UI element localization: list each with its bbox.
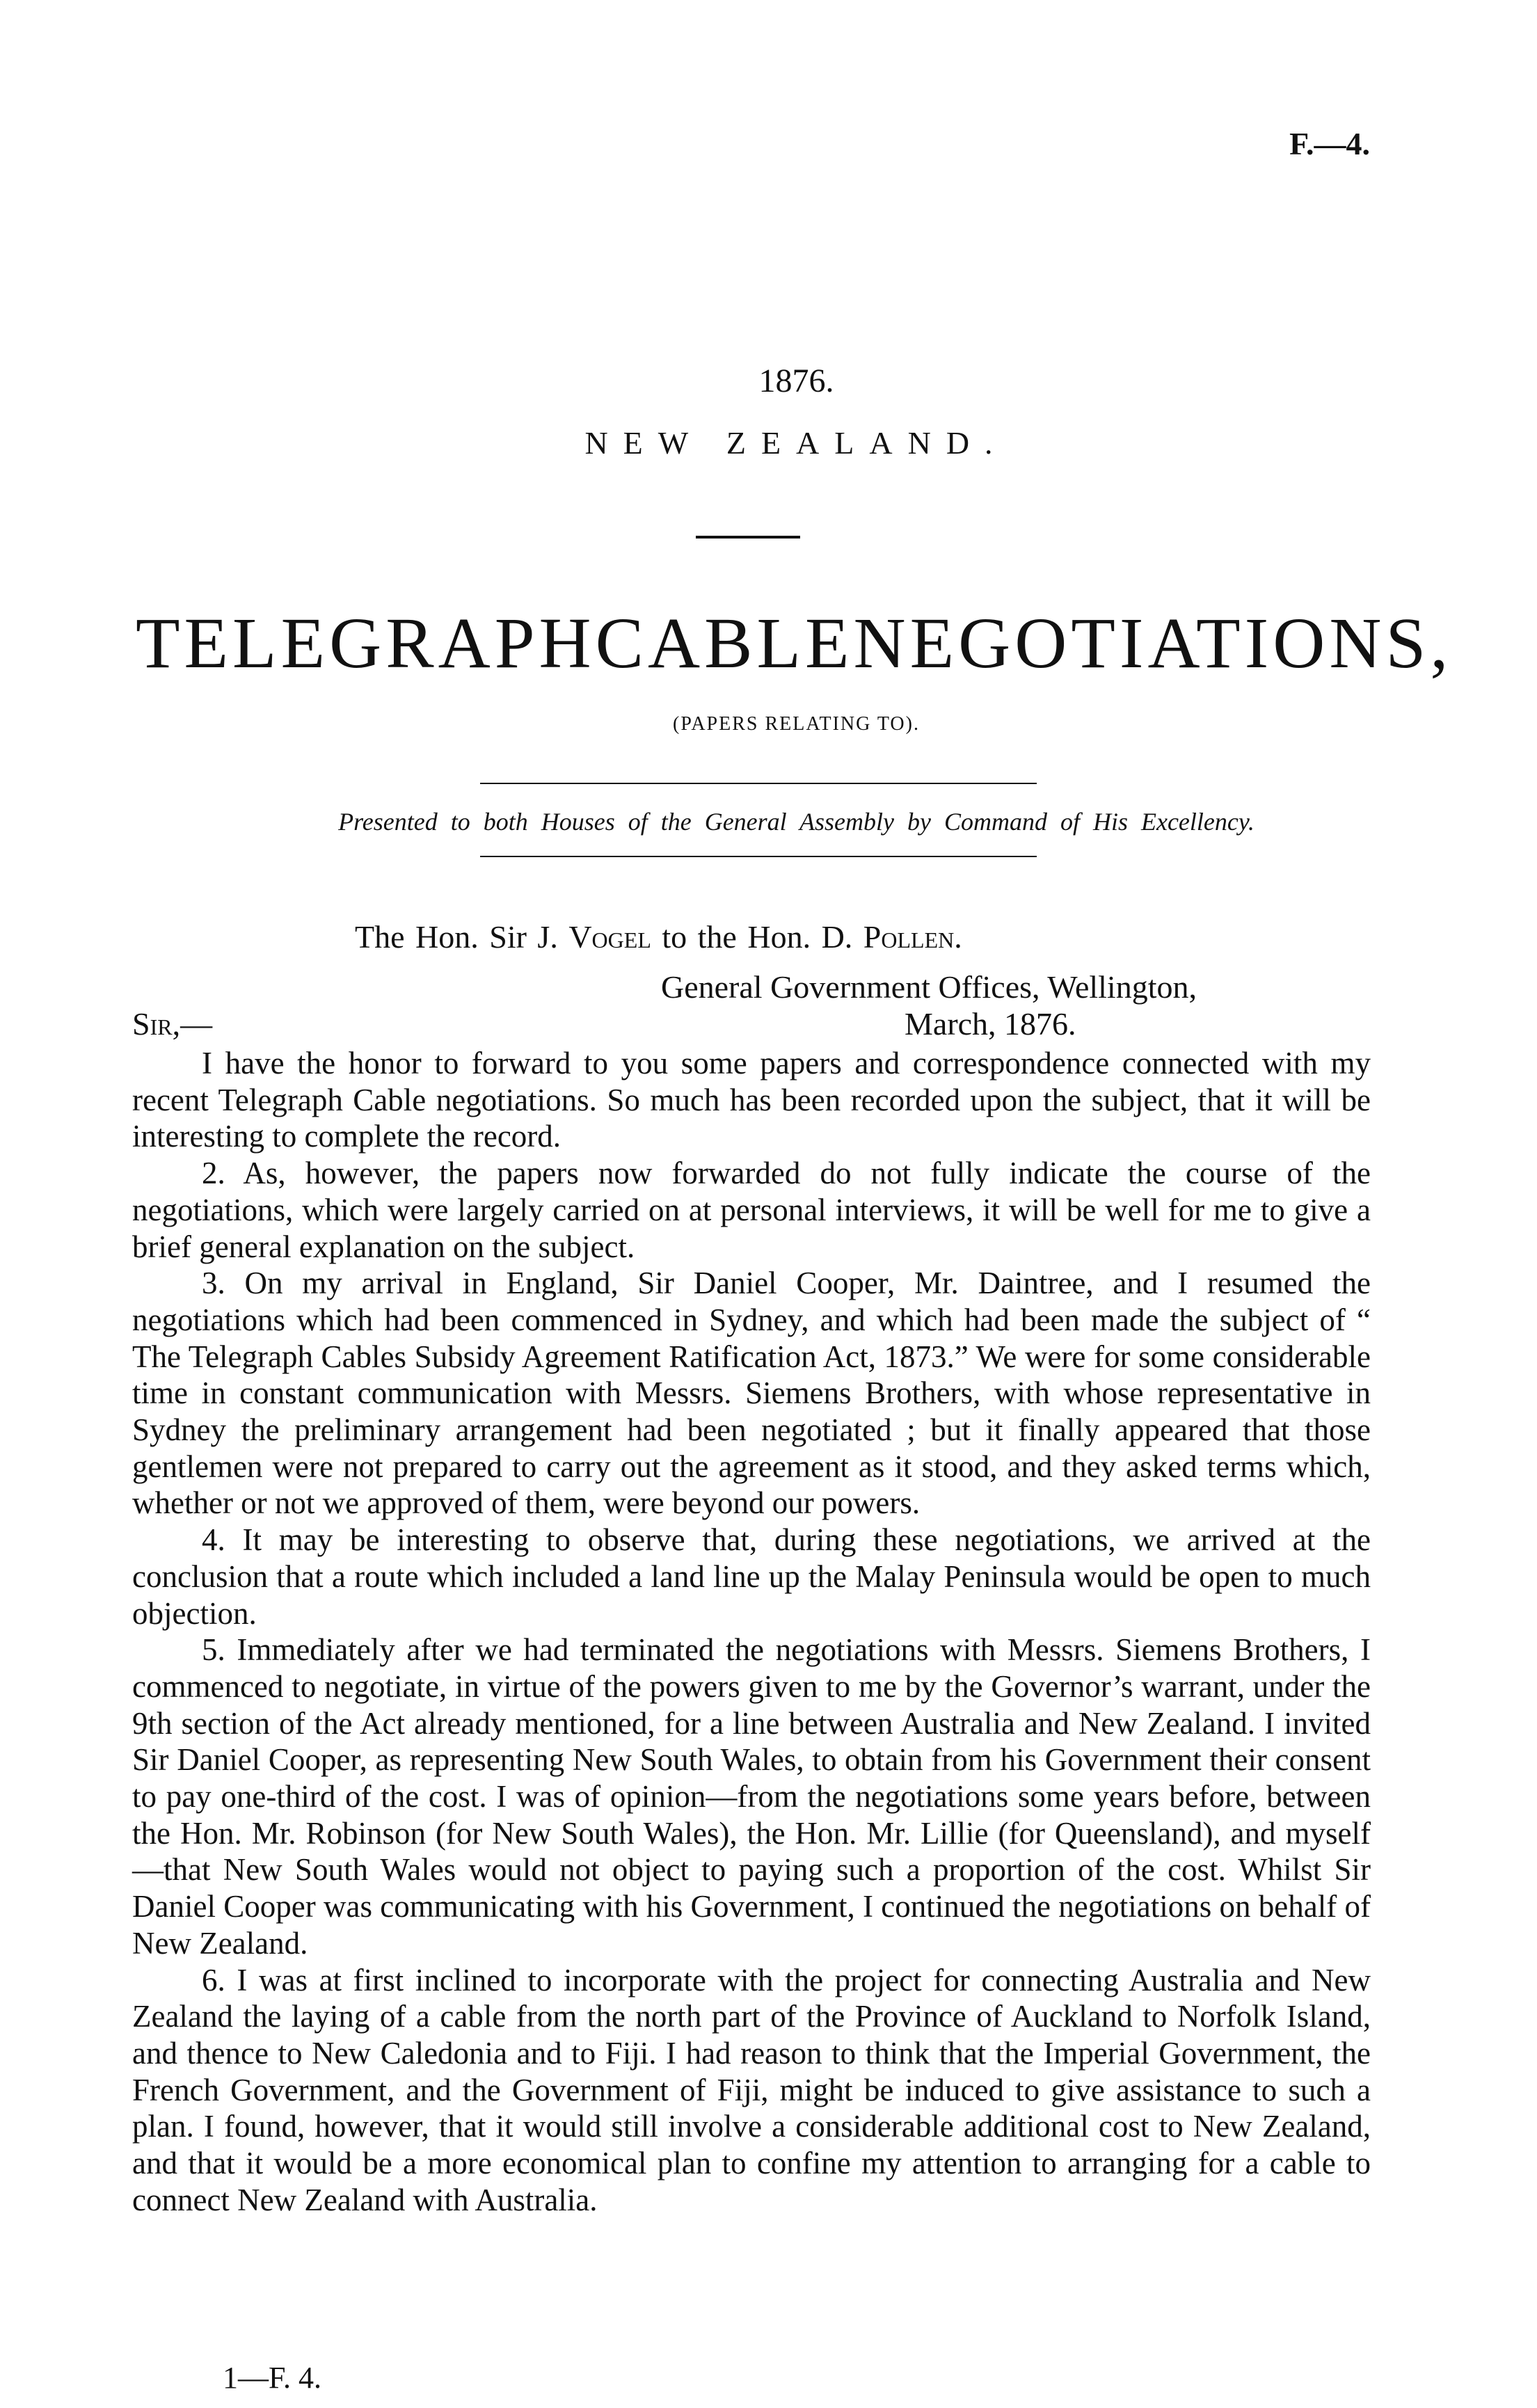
presented-line: Presented to both Houses of the General Assembly by Command of His Excellency. [338,808,1255,836]
country: NEW ZEALAND. [584,425,1008,461]
paragraph-3: 3. On my arrival in England, Sir Daniel Cooper, Mr. Daintree, and I resumed the negotiations which had been commenced in Sydney, and which had been made the subject of “ The Telegraph Cables Subsidy Agreement Ratification Act, 1873.” We were for some considerable time in constant communication with Messrs. Siemens Brothers, with whose representative in Sydney the preliminary arrangement had been negotiated ; but it finally appeared that those gentlemen were not prepared to carry out the agreement as it stood, and they asked terms which, whether or not we approved of them, were beyond our powers. [132,1266,1371,1521]
paragraph-5: 5. Immediately after we had terminated the negotiations with Messrs. Siemens Brothers, I commenced to negotiate, in virtue of the powers given to me by the Governor’s warrant, under the 9th section of the Act already mentioned, for a line between Australia and New Zealand. I invited Sir Daniel Cooper, as representing New South Wales, to obtain from his Government their consent to pay one-third of the cost. I was of opinion—from the negotiations some years before, between the Hon. Mr. Robinson (for New South Wales), the Hon. Mr. Lillie (for Queensland), and myself—that New South Wales would not object to paying such a proportion of the cost. Whilst Sir Daniel Cooper was communicating with his Government, I continued the negotiations on behalf of New Zealand. [132,1632,1371,1961]
divider-top [480,783,1037,784]
dateline-date: March, 1876. [905,1006,1076,1042]
page-signature: 1—F. 4. [223,2361,321,2395]
year: 1876. [758,362,834,399]
title-word-2: CABLE [595,603,854,683]
document-subtitle: (PAPERS RELATING TO). [673,713,920,735]
document-title [136,602,1453,685]
dateline-place: General Government Offices, Wellington, [661,969,1197,1005]
short-divider [696,536,800,539]
paragraph-2: 2. As, however, the papers now forwarded do not fully indicate the course of the negotiations, which were largely carried on at personal interviews, it will be well for me to give a brief general explanation on the subject. [132,1156,1371,1264]
dateline [661,968,1197,1042]
sender-name: Vogel [568,919,651,955]
letter-heading [355,918,962,955]
divider-bottom [480,856,1037,857]
title-word-1: TELEGRAPH [136,603,596,683]
recipient-name: Pollen. [863,919,962,955]
title-word-3: NEGOTIATIONS, [853,603,1453,683]
paper-code: F.—4. [1289,126,1370,161]
heading-prefix: The Hon. Sir J. [355,919,558,955]
salutation: Sir,— [132,1006,213,1042]
heading-mid: to the Hon. D. [662,919,853,955]
paragraph-6: 6. I was at first inclined to incorporate with the project for connecting Australia and New Zealand the laying of a cable from the north part of the Province of Auckland to Norfolk Island, and thence to New Caledonia and to Fiji. I had reason to think that the Imperial Government, the French Government, and the Government of Fiji, might be induced to give assistance to such a plan. I found, however, that it would still involve a considerable additional cost to New Zealand, and that it would be a more economical plan to confine my attention to arranging for a cable to connect New Zealand with Australia. [132,1962,1371,2217]
paragraph-1: I have the honor to forward to you some papers and correspondence connected with my recent Telegraph Cable negotiations. So much has been recorded upon the subject, that it will be interesting to complete the record. [132,1046,1371,1154]
paragraph-4: 4. It may be interesting to observe that, during these negotiations, we arrived at the conclusion that a route which included a land line up the Malay Peninsula would be open to much objection. [132,1522,1371,1631]
letter-body [132,1045,1371,2219]
